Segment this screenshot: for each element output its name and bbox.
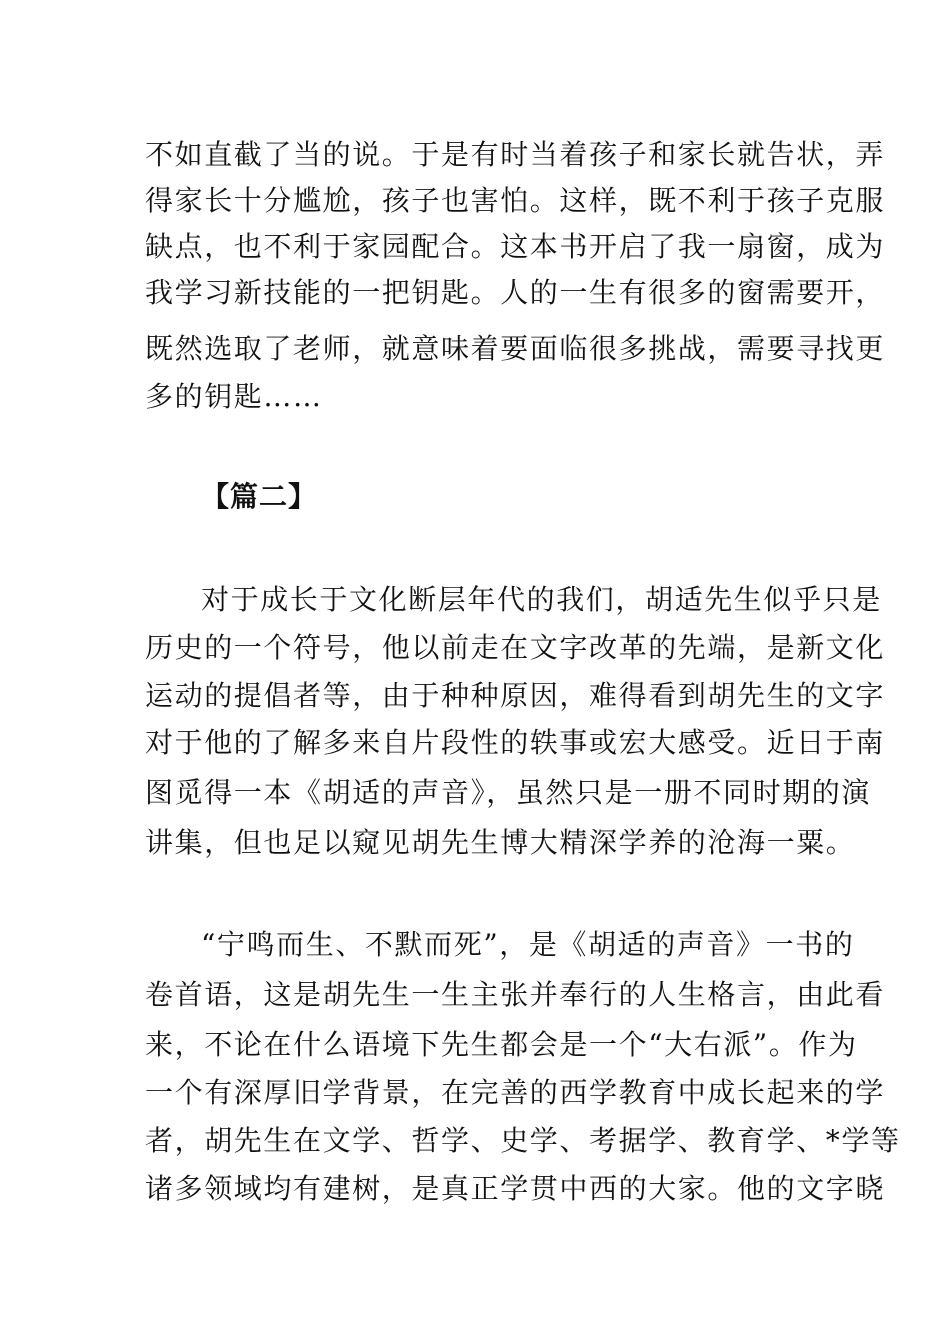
text-line: 运动的提倡者等，由于种种原因，难得看到胡先生的文字 [145,679,886,712]
text-line: 对于成长于文化断层年代的我们，胡适先生似乎只是 [201,583,882,616]
text-line: 者，胡先生在文学、哲学、史学、考据学、教育学、*学等 [145,1124,901,1157]
text-line: 讲集，但也足以窥见胡先生博大精深学养的沧海一粟。 [145,826,856,859]
text-line: 得家长十分尴尬，孩子也害怕。这样，既不利于孩子克服 [145,184,886,217]
text-line: 对于他的了解多来自片段性的轶事或宏大感受。近日于南 [145,726,886,759]
text-line: 卷首语，这是胡先生一生主张并奉行的人生格言，由此看 [145,978,886,1011]
text-line: 不如直截了当的说。于是有时当着孩子和家长就告状，弄 [145,138,886,171]
text-line: 我学习新技能的一把钥匙。人的一生有很多的窗需要开， [145,276,886,309]
text-line: 来，不论在什么语境下先生都会是一个“大右派”。作为 [145,1028,858,1061]
text-line: 缺点，也不利于家园配合。这本书开启了我一扇窗，成为 [145,230,886,263]
text-line: 历史的一个符号，他以前走在文字改革的先端，是新文化 [145,631,886,664]
text-line: 多的钥匙…… [145,380,323,413]
text-line: “宁鸣而生、不默而死”，是《胡适的声音》一书的 [201,928,855,961]
text-line: 图觅得一本《胡适的声音》，虽然只是一册不同时期的演 [145,776,872,809]
section-heading: 【篇二】 [201,480,318,513]
text-line: 一个有深厚旧学背景，在完善的西学教育中成长起来的学 [145,1076,886,1109]
text-line: 既然选取了老师，就意味着要面临很多挑战，需要寻找更 [145,332,886,365]
text-line: 诸多领域均有建树，是真正学贯中西的大家。他的文字晓 [145,1172,886,1205]
